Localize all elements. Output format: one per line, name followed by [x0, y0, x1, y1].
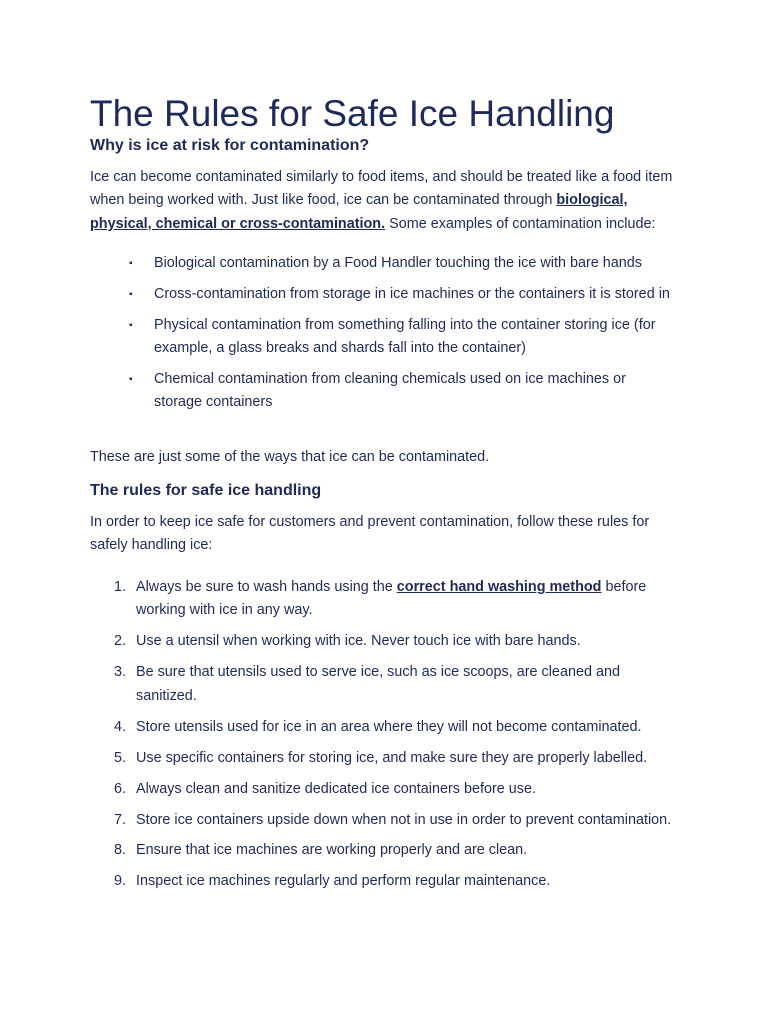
rule-text: Ensure that ice machines are working properly and are clean.	[136, 842, 528, 859]
square-bullet-icon: ▪	[129, 373, 133, 385]
rule-text: Use a utensil when working with ice. Never touch ice with bare hands.	[136, 633, 581, 650]
rule-text: Be sure that utensils used to serve ice, such as ice scoops, are cleaned and sanitized.	[136, 664, 620, 704]
list-item	[0, 252, 674, 275]
rule-number: 7.	[113, 811, 126, 828]
safe-handling-rules-list	[0, 576, 681, 901]
rule-item	[0, 630, 681, 653]
list-item	[0, 283, 674, 306]
contamination-types-link[interactable]: biological, physical, chemical or cross-contamination.	[90, 192, 628, 232]
rule-text: Store ice containers upside down when not in use in order to prevent contamination.	[136, 811, 672, 828]
list-item-text: Biological contamination by a Food Handler touching the ice with bare hands	[154, 255, 642, 271]
section-heading-risk: Why is ice at risk for contamination?	[90, 137, 370, 154]
hand-washing-method-link[interactable]: correct hand washing method	[396, 579, 602, 595]
list-item	[0, 314, 674, 361]
rule-text: Use specific containers for storing ice, and make sure they are properly labelled.	[136, 749, 648, 766]
rule-number: 6.	[113, 780, 126, 797]
square-bullet-icon: ▪	[129, 258, 133, 269]
rule-item	[0, 661, 681, 708]
rule-item	[0, 809, 681, 832]
list-item-text: Cross-contamination from storage in ice machines or the containers it is stored in	[154, 285, 670, 302]
section-heading-rules: The rules for safe ice handling	[90, 482, 322, 499]
closing-paragraph: These are just some of the ways that ice can be contaminated.	[90, 449, 490, 465]
rule-item	[0, 870, 681, 893]
square-bullet-icon: ▪	[129, 288, 133, 300]
rule-number: 3.	[113, 664, 126, 681]
rule-item	[0, 747, 681, 770]
rule-text-end: before working with ice in any way.	[136, 579, 647, 619]
intro-text-start: Ice can become contaminated similarly to food items, and should be treated like a food item when being worked with. Just like food, ice can be contaminated through	[90, 169, 673, 209]
rule-number: 9.	[113, 873, 126, 890]
rule-number: 8.	[113, 842, 126, 859]
rule-item	[0, 576, 681, 623]
contamination-examples-list	[0, 252, 674, 422]
square-bullet-icon: ▪	[129, 319, 133, 331]
page-title: The Rules for Safe Ice Handling	[90, 93, 615, 134]
intro-text-end: Some examples of contamination include:	[385, 215, 656, 232]
rule-number: 2.	[113, 633, 126, 650]
rule-item	[0, 839, 681, 862]
rule-number: 4.	[113, 718, 126, 735]
intro-paragraph	[90, 166, 690, 236]
rules-intro-paragraph: In order to keep ice safe for customers and prevent contamination, follow these rules for safely handling ice:	[90, 514, 650, 554]
rule-text: Always clean and sanitize dedicated ice containers before use.	[136, 780, 536, 797]
rule-item	[0, 716, 681, 739]
rule-text: Inspect ice machines regularly and perform regular maintenance.	[136, 873, 551, 890]
list-item-text: Chemical contamination from cleaning chemicals used on ice machines or storage containers	[154, 370, 626, 411]
rule-number: 5.	[113, 749, 126, 766]
list-item	[0, 368, 674, 415]
rule-number: 1.	[113, 579, 126, 595]
rule-text: Always be sure to wash hands using the	[136, 579, 397, 595]
rule-text: Store utensils used for ice in an area where they will not become contaminated.	[136, 718, 642, 735]
list-item-text: Physical contamination from something falling into the container storing ice (for example, a glass breaks and shards fall into the container)	[154, 316, 656, 357]
rule-item	[0, 778, 681, 801]
